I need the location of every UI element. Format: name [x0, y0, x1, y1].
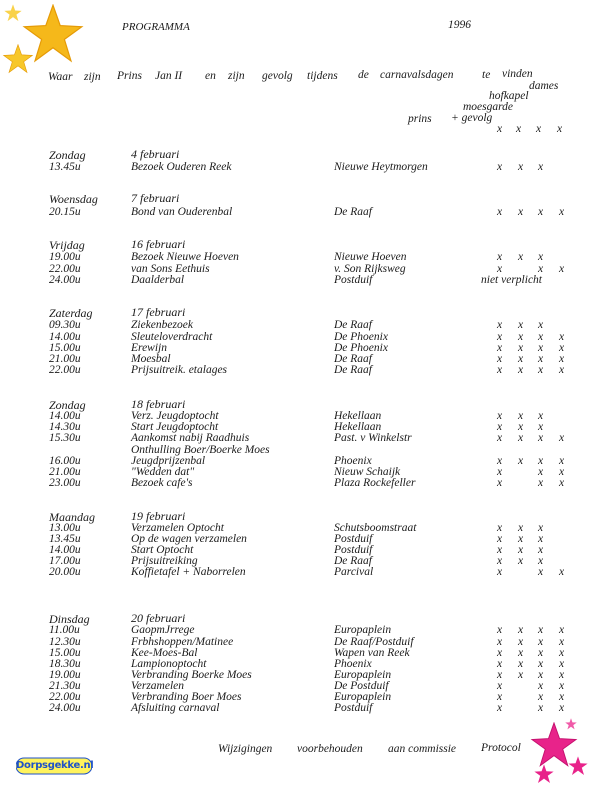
attendance-mark: x: [538, 421, 544, 433]
event-description: Prijsuitreik. etalages: [131, 364, 228, 376]
event-description: Bezoek cafe's: [131, 477, 193, 489]
event-location: De Raaf: [334, 555, 373, 567]
attendance-mark: x: [538, 161, 544, 173]
event-time: 20.00u: [49, 566, 81, 578]
attendance-mark: x: [518, 410, 524, 422]
intro-word: tijdens: [307, 70, 338, 82]
event-time: 13.45u: [49, 533, 81, 545]
event-description: Aankomst nabij Raadhuis: [131, 432, 250, 444]
attendance-mark: x: [538, 691, 544, 703]
attendance-mark: x: [518, 319, 524, 331]
page-title: PROGRAMMA: [122, 21, 190, 33]
attendance-mark: x: [518, 624, 524, 636]
attendance-mark: x: [559, 658, 565, 670]
attendance-mark: x: [538, 466, 544, 478]
day-date: 19 februari: [131, 509, 186, 523]
event-time: 13.45u: [49, 161, 81, 173]
attendance-mark: x: [559, 624, 565, 636]
logo-text: Dorpsgekke.nl: [16, 760, 94, 771]
event-location: Wapen van Reek: [334, 647, 410, 659]
footer-word: voorbehouden: [297, 743, 363, 755]
attendance-mark: x: [497, 680, 503, 692]
day-date: 18 februari: [131, 397, 186, 411]
attendance-mark: x: [559, 680, 565, 692]
attendance-mark: x: [497, 251, 503, 263]
event-time: 22.00u: [49, 263, 81, 275]
event-description: Verzamelen Optocht: [131, 522, 224, 534]
attendance-mark: x: [538, 669, 544, 681]
intro-word: de: [358, 69, 369, 81]
event-location: De Raaf: [334, 319, 373, 331]
intro-word: en: [205, 70, 216, 82]
event-time: 21.00u: [49, 353, 81, 365]
event-time: 22.00u: [49, 691, 81, 703]
event-time: 19.00u: [49, 669, 81, 681]
attendance-mark: x: [518, 533, 524, 545]
event-location: Europaplein: [334, 624, 392, 636]
event-time: 23.00u: [49, 477, 81, 489]
intro-word: te: [482, 69, 491, 81]
intro-word: vinden: [502, 68, 533, 80]
attendance-mark: x: [559, 477, 565, 489]
event-description: Lampionoptocht: [131, 658, 207, 670]
day-date: 7 februari: [131, 191, 180, 205]
event-location: De Raaf/Postduif: [334, 636, 414, 648]
attendance-mark: x: [497, 669, 503, 681]
attendance-mark: x: [497, 161, 503, 173]
event-description: Verbranding Boerke Moes: [131, 669, 252, 681]
attendance-mark: x: [497, 353, 503, 365]
event-description: Prijsuitreiking: [131, 555, 198, 567]
attendance-mark: x: [559, 364, 565, 376]
day-date: 4 februari: [131, 147, 180, 161]
attendance-mark: x: [497, 522, 503, 534]
event-description: Moesbal: [131, 353, 171, 365]
day-date: 16 februari: [131, 237, 186, 251]
event-location: Nieuw Schaijk: [334, 466, 401, 478]
attendance-mark: x: [559, 206, 565, 218]
attendance-mark: x: [538, 342, 544, 354]
event-location: Postduif: [334, 274, 373, 286]
attendance-mark: x: [538, 702, 544, 714]
event-description: Frbhshoppen/Matinee: [131, 636, 234, 648]
event-location: Hekellaan: [334, 410, 382, 422]
attendance-mark: x: [497, 477, 503, 489]
event-location: Postduif: [334, 702, 373, 714]
gold-star-icon-tiny: [4, 4, 22, 22]
attendance-mark: x: [538, 566, 544, 578]
event-time: 21.00u: [49, 466, 81, 478]
attendance-mark: x: [497, 342, 503, 354]
event-time: 14.30u: [49, 421, 81, 433]
attendance-mark: x: [518, 364, 524, 376]
intro-word: Prins: [117, 70, 142, 82]
attendance-mark: x: [559, 669, 565, 681]
attendance-mark: x: [518, 251, 524, 263]
attendance-mark: x: [538, 263, 544, 275]
event-description: GaopmJrrege: [131, 624, 195, 636]
column-mark: x: [497, 123, 503, 135]
day-name: Zaterdag: [49, 306, 93, 320]
attendance-mark: x: [538, 636, 544, 648]
attendance-mark: x: [497, 555, 503, 567]
event-location: De Raaf: [334, 353, 373, 365]
attendance-mark: x: [559, 636, 565, 648]
attendance-mark: x: [559, 691, 565, 703]
event-description: Verz. Jeugdoptocht: [131, 410, 219, 422]
attendance-mark: x: [538, 680, 544, 692]
attendance-mark: x: [518, 636, 524, 648]
event-time: 09.30u: [49, 319, 81, 331]
event-description: Kee-Moes-Bal: [131, 647, 198, 659]
column-header-prins: prins: [408, 113, 432, 125]
attendance-mark: x: [538, 544, 544, 556]
event-description: Bezoek Ouderen Reek: [131, 161, 232, 173]
attendance-mark: x: [518, 161, 524, 173]
attendance-mark: x: [538, 555, 544, 567]
event-location: Schutsboomstraat: [334, 522, 417, 534]
event-description: Verzamelen: [131, 680, 185, 692]
column-mark: x: [557, 123, 563, 135]
pink-star-icon-small: [534, 764, 554, 784]
gold-star-icon-small: [2, 44, 34, 74]
event-time: 22.00u: [49, 364, 81, 376]
event-description: Bezoek Nieuwe Hoeven: [131, 251, 239, 263]
event-time: 21.30u: [49, 680, 81, 692]
event-time: 11.00u: [49, 624, 80, 636]
attendance-mark: x: [518, 342, 524, 354]
event-time: 14.00u: [49, 544, 81, 556]
event-location: Phoenix: [334, 658, 372, 670]
event-description: Start Jeugdoptocht: [131, 421, 219, 433]
event-time: 20.15u: [49, 206, 81, 218]
event-description: Daalderbal: [131, 274, 185, 286]
event-description: Erewijn: [131, 342, 167, 354]
event-description: Op de wagen verzamelen: [131, 533, 247, 545]
attendance-mark: x: [497, 319, 503, 331]
event-location: De Postduif: [334, 680, 389, 692]
attendance-mark: x: [497, 566, 503, 578]
attendance-mark: x: [559, 466, 565, 478]
event-location: De Raaf: [334, 206, 373, 218]
column-mark: x: [516, 123, 522, 135]
event-location: Europaplein: [334, 691, 392, 703]
pink-star-icon-small-right: [568, 756, 588, 776]
attendance-mark: x: [497, 432, 503, 444]
attendance-mark: x: [497, 410, 503, 422]
attendance-mark: x: [497, 533, 503, 545]
attendance-mark: x: [559, 342, 565, 354]
attendance-mark: x: [538, 410, 544, 422]
event-location: Phoenix: [334, 455, 372, 467]
attendance-mark: x: [518, 647, 524, 659]
day-date: 20 februari: [131, 611, 186, 625]
attendance-mark: x: [497, 624, 503, 636]
event-location: De Raaf: [334, 364, 373, 376]
event-description: Start Optocht: [131, 544, 194, 556]
attendance-mark: x: [518, 331, 524, 343]
event-description: Bond van Ouderenbal: [131, 206, 233, 218]
footer-word: aan commissie: [388, 743, 457, 755]
attendance-mark: x: [538, 477, 544, 489]
attendance-mark: x: [559, 647, 565, 659]
event-time: 14.00u: [49, 331, 81, 343]
event-location: Hekellaan: [334, 421, 382, 433]
attendance-mark: x: [538, 658, 544, 670]
attendance-mark: x: [559, 566, 565, 578]
event-time: 13.00u: [49, 522, 81, 534]
attendance-mark: x: [559, 353, 565, 365]
column-header-gevolg: + gevolg: [451, 112, 493, 124]
attendance-mark: x: [518, 555, 524, 567]
intro-word: carnavalsdagen: [380, 69, 454, 81]
event-note: niet verplicht: [481, 274, 542, 286]
event-location: v. Son Rijksweg: [334, 263, 406, 275]
attendance-mark: x: [518, 206, 524, 218]
event-description: Onthulling Boer/Boerke Moes: [131, 444, 270, 456]
event-time: 24.00u: [49, 702, 81, 714]
event-location: De Phoenix: [334, 342, 388, 354]
event-location: Postduif: [334, 533, 373, 545]
event-time: 17.00u: [49, 555, 81, 567]
event-description: Jeugdprijzenbal: [131, 455, 206, 467]
event-location: Postduif: [334, 544, 373, 556]
event-description: Afsluiting carnaval: [131, 702, 220, 714]
footer-word: Wijzigingen: [218, 743, 273, 755]
intro-word: zijn: [228, 70, 245, 82]
event-time: 15.00u: [49, 342, 81, 354]
event-time: 15.00u: [49, 647, 81, 659]
event-time: 16.00u: [49, 455, 81, 467]
day-date: 17 februari: [131, 305, 186, 319]
attendance-mark: x: [518, 432, 524, 444]
attendance-mark: x: [559, 263, 565, 275]
event-description: Verbranding Boer Moes: [131, 691, 242, 703]
attendance-mark: x: [497, 702, 503, 714]
attendance-mark: x: [518, 421, 524, 433]
attendance-mark: x: [518, 522, 524, 534]
column-mark: x: [536, 123, 542, 135]
event-location: Nieuwe Hoeven: [334, 251, 407, 263]
attendance-mark: x: [559, 455, 565, 467]
event-time: 12.30u: [49, 636, 81, 648]
event-description: van Sons Eethuis: [131, 263, 210, 275]
event-description: Koffietafel + Naborrelen: [131, 566, 246, 578]
site-logo[interactable]: [16, 757, 92, 775]
day-name: Zondag: [49, 148, 86, 162]
attendance-mark: x: [497, 691, 503, 703]
event-location: De Phoenix: [334, 331, 388, 343]
attendance-mark: x: [538, 331, 544, 343]
attendance-mark: x: [518, 455, 524, 467]
attendance-mark: x: [538, 353, 544, 365]
attendance-mark: x: [497, 636, 503, 648]
event-time: 14.00u: [49, 410, 81, 422]
attendance-mark: x: [497, 206, 503, 218]
event-time: 19.00u: [49, 251, 81, 263]
intro-word: Waar: [48, 71, 73, 83]
attendance-mark: x: [497, 421, 503, 433]
day-name: Woensdag: [49, 192, 98, 206]
event-location: Plaza Rockefeller: [334, 477, 416, 489]
event-description: Ziekenbezoek: [131, 319, 193, 331]
event-time: 15.30u: [49, 432, 81, 444]
attendance-mark: x: [497, 647, 503, 659]
column-header-moesgarde: moesgarde: [463, 101, 514, 113]
attendance-mark: x: [538, 319, 544, 331]
attendance-mark: x: [538, 522, 544, 534]
attendance-mark: x: [559, 702, 565, 714]
day-name: Maandag: [49, 510, 95, 524]
event-description: Sleuteloverdracht: [131, 331, 213, 343]
attendance-mark: x: [518, 658, 524, 670]
day-name: Vrijdag: [49, 238, 85, 252]
attendance-mark: x: [538, 533, 544, 545]
attendance-mark: x: [538, 432, 544, 444]
footer-word: Protocol: [481, 742, 521, 754]
attendance-mark: x: [497, 466, 503, 478]
attendance-mark: x: [559, 432, 565, 444]
attendance-mark: x: [497, 364, 503, 376]
attendance-mark: x: [538, 206, 544, 218]
attendance-mark: x: [497, 263, 503, 275]
attendance-mark: x: [497, 455, 503, 467]
attendance-mark: x: [538, 647, 544, 659]
pink-star-icon-tiny: [565, 718, 577, 730]
event-time: 24.00u: [49, 274, 81, 286]
attendance-mark: x: [538, 364, 544, 376]
attendance-mark: x: [538, 624, 544, 636]
attendance-mark: x: [518, 669, 524, 681]
event-location: Europaplein: [334, 669, 392, 681]
intro-word: gevolg: [262, 70, 293, 82]
event-description: "Wedden dat": [131, 466, 195, 478]
attendance-mark: x: [497, 331, 503, 343]
attendance-mark: x: [538, 455, 544, 467]
intro-word: zijn: [84, 71, 101, 83]
attendance-mark: x: [518, 544, 524, 556]
event-location: Parcival: [334, 566, 374, 578]
event-time: 18.30u: [49, 658, 81, 670]
attendance-mark: x: [538, 251, 544, 263]
event-location: Past. v Winkelstr: [334, 432, 412, 444]
column-header-hofkapel: hofkapel: [489, 90, 529, 102]
attendance-mark: x: [497, 658, 503, 670]
event-location: Nieuwe Heytmorgen: [334, 161, 428, 173]
column-header-dames: dames: [529, 80, 559, 92]
attendance-mark: x: [497, 544, 503, 556]
day-name: Dinsdag: [49, 612, 90, 626]
year-label: 1996: [448, 19, 471, 31]
attendance-mark: x: [518, 353, 524, 365]
day-name: Zondag: [49, 398, 86, 412]
intro-word: Jan II: [155, 70, 183, 82]
attendance-mark: x: [559, 331, 565, 343]
